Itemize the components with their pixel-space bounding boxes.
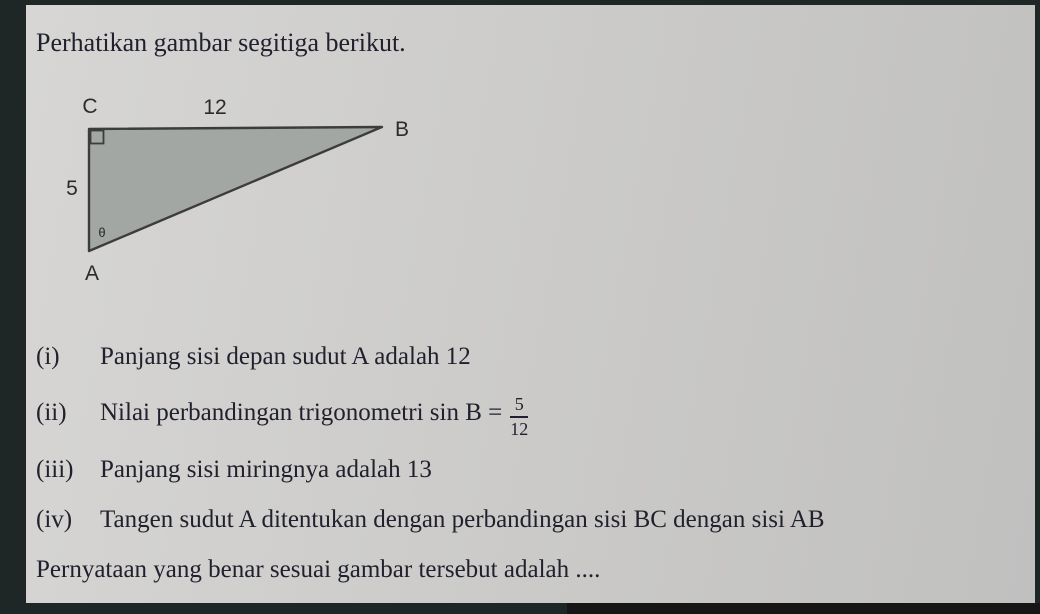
statement-ii-text: Nilai perbandingan trigonometri sin B = bbox=[100, 399, 503, 426]
sin-b-fraction bbox=[510, 394, 528, 439]
vertex-label-a: A bbox=[84, 262, 100, 285]
vertex-label-b: B bbox=[394, 118, 410, 141]
statement-ii bbox=[36, 390, 1015, 439]
fraction-denominator: 12 bbox=[510, 419, 529, 439]
statement-i bbox=[36, 340, 1015, 374]
bottom-dark-strip bbox=[567, 603, 1040, 614]
statement-iv bbox=[36, 503, 1015, 537]
side-label-left: 5 bbox=[66, 177, 78, 200]
vertex-label-c: C bbox=[82, 95, 98, 118]
closing-line: Pernyataan yang benar sesuai gambar tersebut adalah .... bbox=[36, 556, 601, 583]
statement-iii bbox=[36, 453, 1015, 487]
statement-i-label: (i) bbox=[36, 343, 60, 370]
statement-iii-label: (iii) bbox=[36, 456, 74, 483]
side-label-top: 12 bbox=[203, 96, 227, 119]
triangle-figure bbox=[50, 85, 430, 300]
statement-iv-text: Tangen sudut A ditentukan dengan perbandingan sisi BC dengan sisi AB bbox=[100, 506, 825, 533]
theta-angle-label: θ bbox=[98, 225, 106, 240]
statement-ii-label: (ii) bbox=[36, 399, 67, 426]
question-prompt: Perhatikan gambar segitiga berikut. bbox=[36, 28, 406, 57]
statement-iii-text: Panjang sisi miringnya adalah 13 bbox=[100, 456, 432, 483]
statement-iv-label: (iv) bbox=[36, 506, 73, 533]
question-card bbox=[26, 5, 1035, 603]
fraction-numerator: 5 bbox=[510, 394, 528, 418]
triangle-shape bbox=[89, 127, 382, 251]
statement-i-text: Panjang sisi depan sudut A adalah 12 bbox=[100, 343, 471, 370]
